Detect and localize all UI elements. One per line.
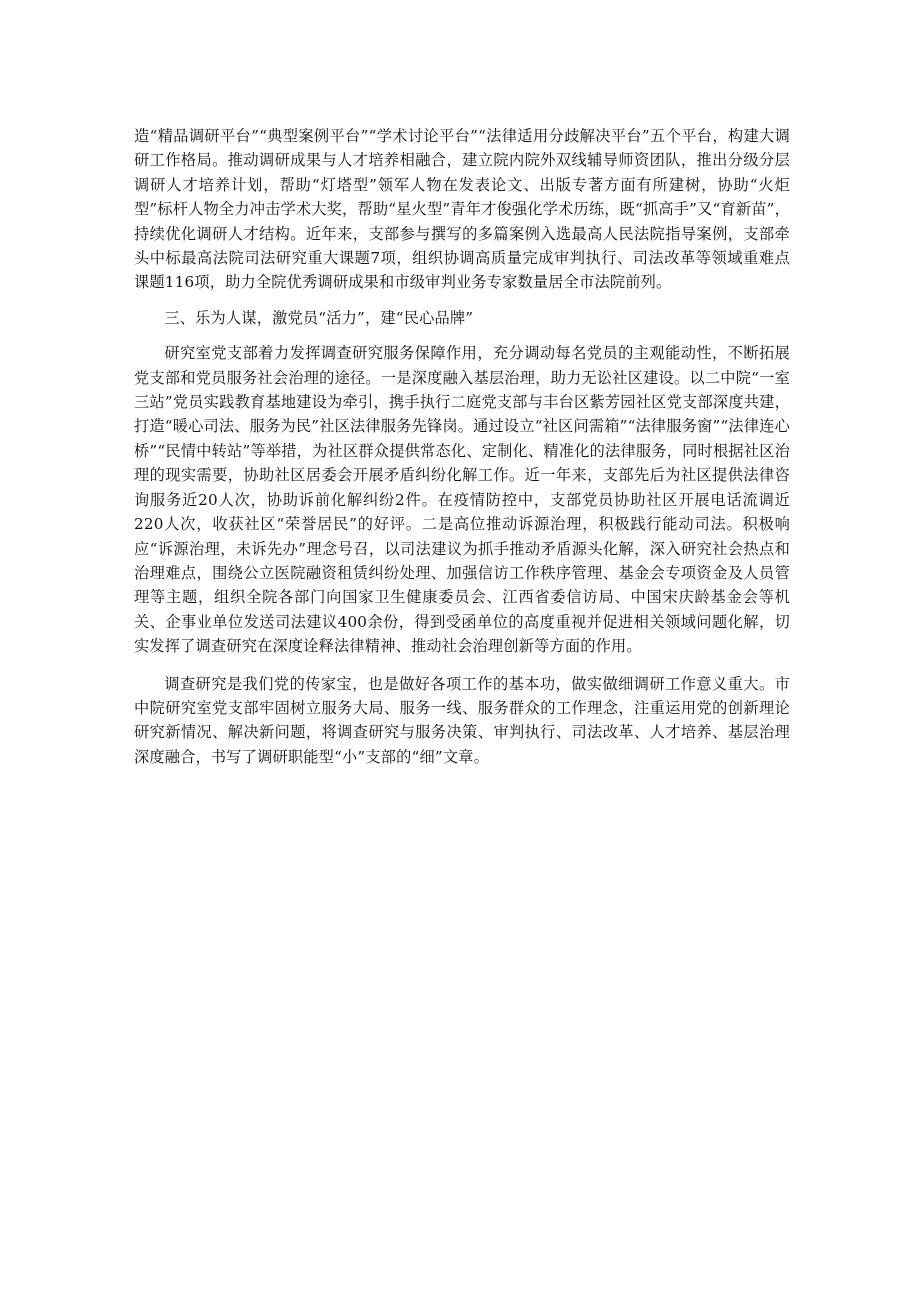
paragraph-body: 研究室党支部着力发挥调查研究服务保障作用，充分调动每名党员的主观能动性，不断拓展党支部和党员服务社会治理的途径。一是深度融入基层治理，助力无讼社区建设。以二中院“一室三站”党员实践教育基地建设为牵引，携手执行二庭党支部与丰台区紫芳园社区党支部深度共建，打造“暖心司法、服务为民”社区法律服务先锋岗。通过设立“社区问需箱”“法律服务窗”“法律连心桥”“民情中转站”等举措，为社区群众提供常态化、定制化、精准化的法律服务，同时根据社区治理的现实需要，协助社区居委会开展矛盾纠纷化解工作。近一年来，支部先后为社区提供法律咨询服务近20人次，协助诉前化解纠纷2件。在疫情防控中，支部党员协助社区开展电话流调近220人次，收获社区“荣誉居民”的好评。二是高位推动诉源治理，积极践行能动司法。积极响应“诉源治理，未诉先办”理念号召，以司法建议为抓手推动矛盾源头化解，深入研究社会热点和治理难点，围绕公立医院融资租赁纠纷处理、加强信访工作秩序管理、基金会专项资金及人员管理等主题，组织全院各部门向国家卫生健康委员会、江西省委信访局、中国宋庆龄基金会等机关、企事业单位发送司法建议400余份，得到受函单位的高度重视并促进相关领域问题化解，切实发挥了调查研究在深度诠释法律精神、推动社会治理创新等方面的作用。 — [134, 344, 790, 656]
document-body — [134, 124, 790, 769]
paragraph-continuation: 造“精品调研平台”“典型案例平台”“学术讨论平台”“法律适用分歧解决平台”五个平台，构建大调研工作格局。推动调研成果与人才培养相融合，建立院内院外双线辅导师资团队，推出分级分层调研人才培养计划，帮助“灯塔型”领军人物在发表论文、出版专著方面有所建树，协助“火炬型”标杆人物全力冲击学术大奖，帮助“星火型”青年才俊强化学术历练，既“抓高手”又“育新苗”，持续优化调研人才结构。近年来，支部参与撰写的多篇案例入选最高人民法院指导案例，支部牵头中标最高法院司法研究重大课题7项，组织协调高质量完成审判执行、司法改革等领域重难点课题116项，助力全院优秀调研成果和市级审判业务专家数量居全市法院前列。 — [134, 127, 790, 292]
paragraph-conclusion: 调查研究是我们党的传家宝，也是做好各项工作的基本功，做实做细调研工作意义重大。市中院研究室党支部牢固树立服务大局、服务一线、服务群众的工作理念，注重运用党的创新理论研究新情况、解决新问题，将调查研究与服务决策、审判执行、司法改革、人才培养、基层治理深度融合，书写了调研职能型“小”支部的“细”文章。 — [134, 674, 790, 766]
section-heading: 三、乐为人谋，激党员“活力”，建“民心品牌” — [164, 308, 474, 327]
